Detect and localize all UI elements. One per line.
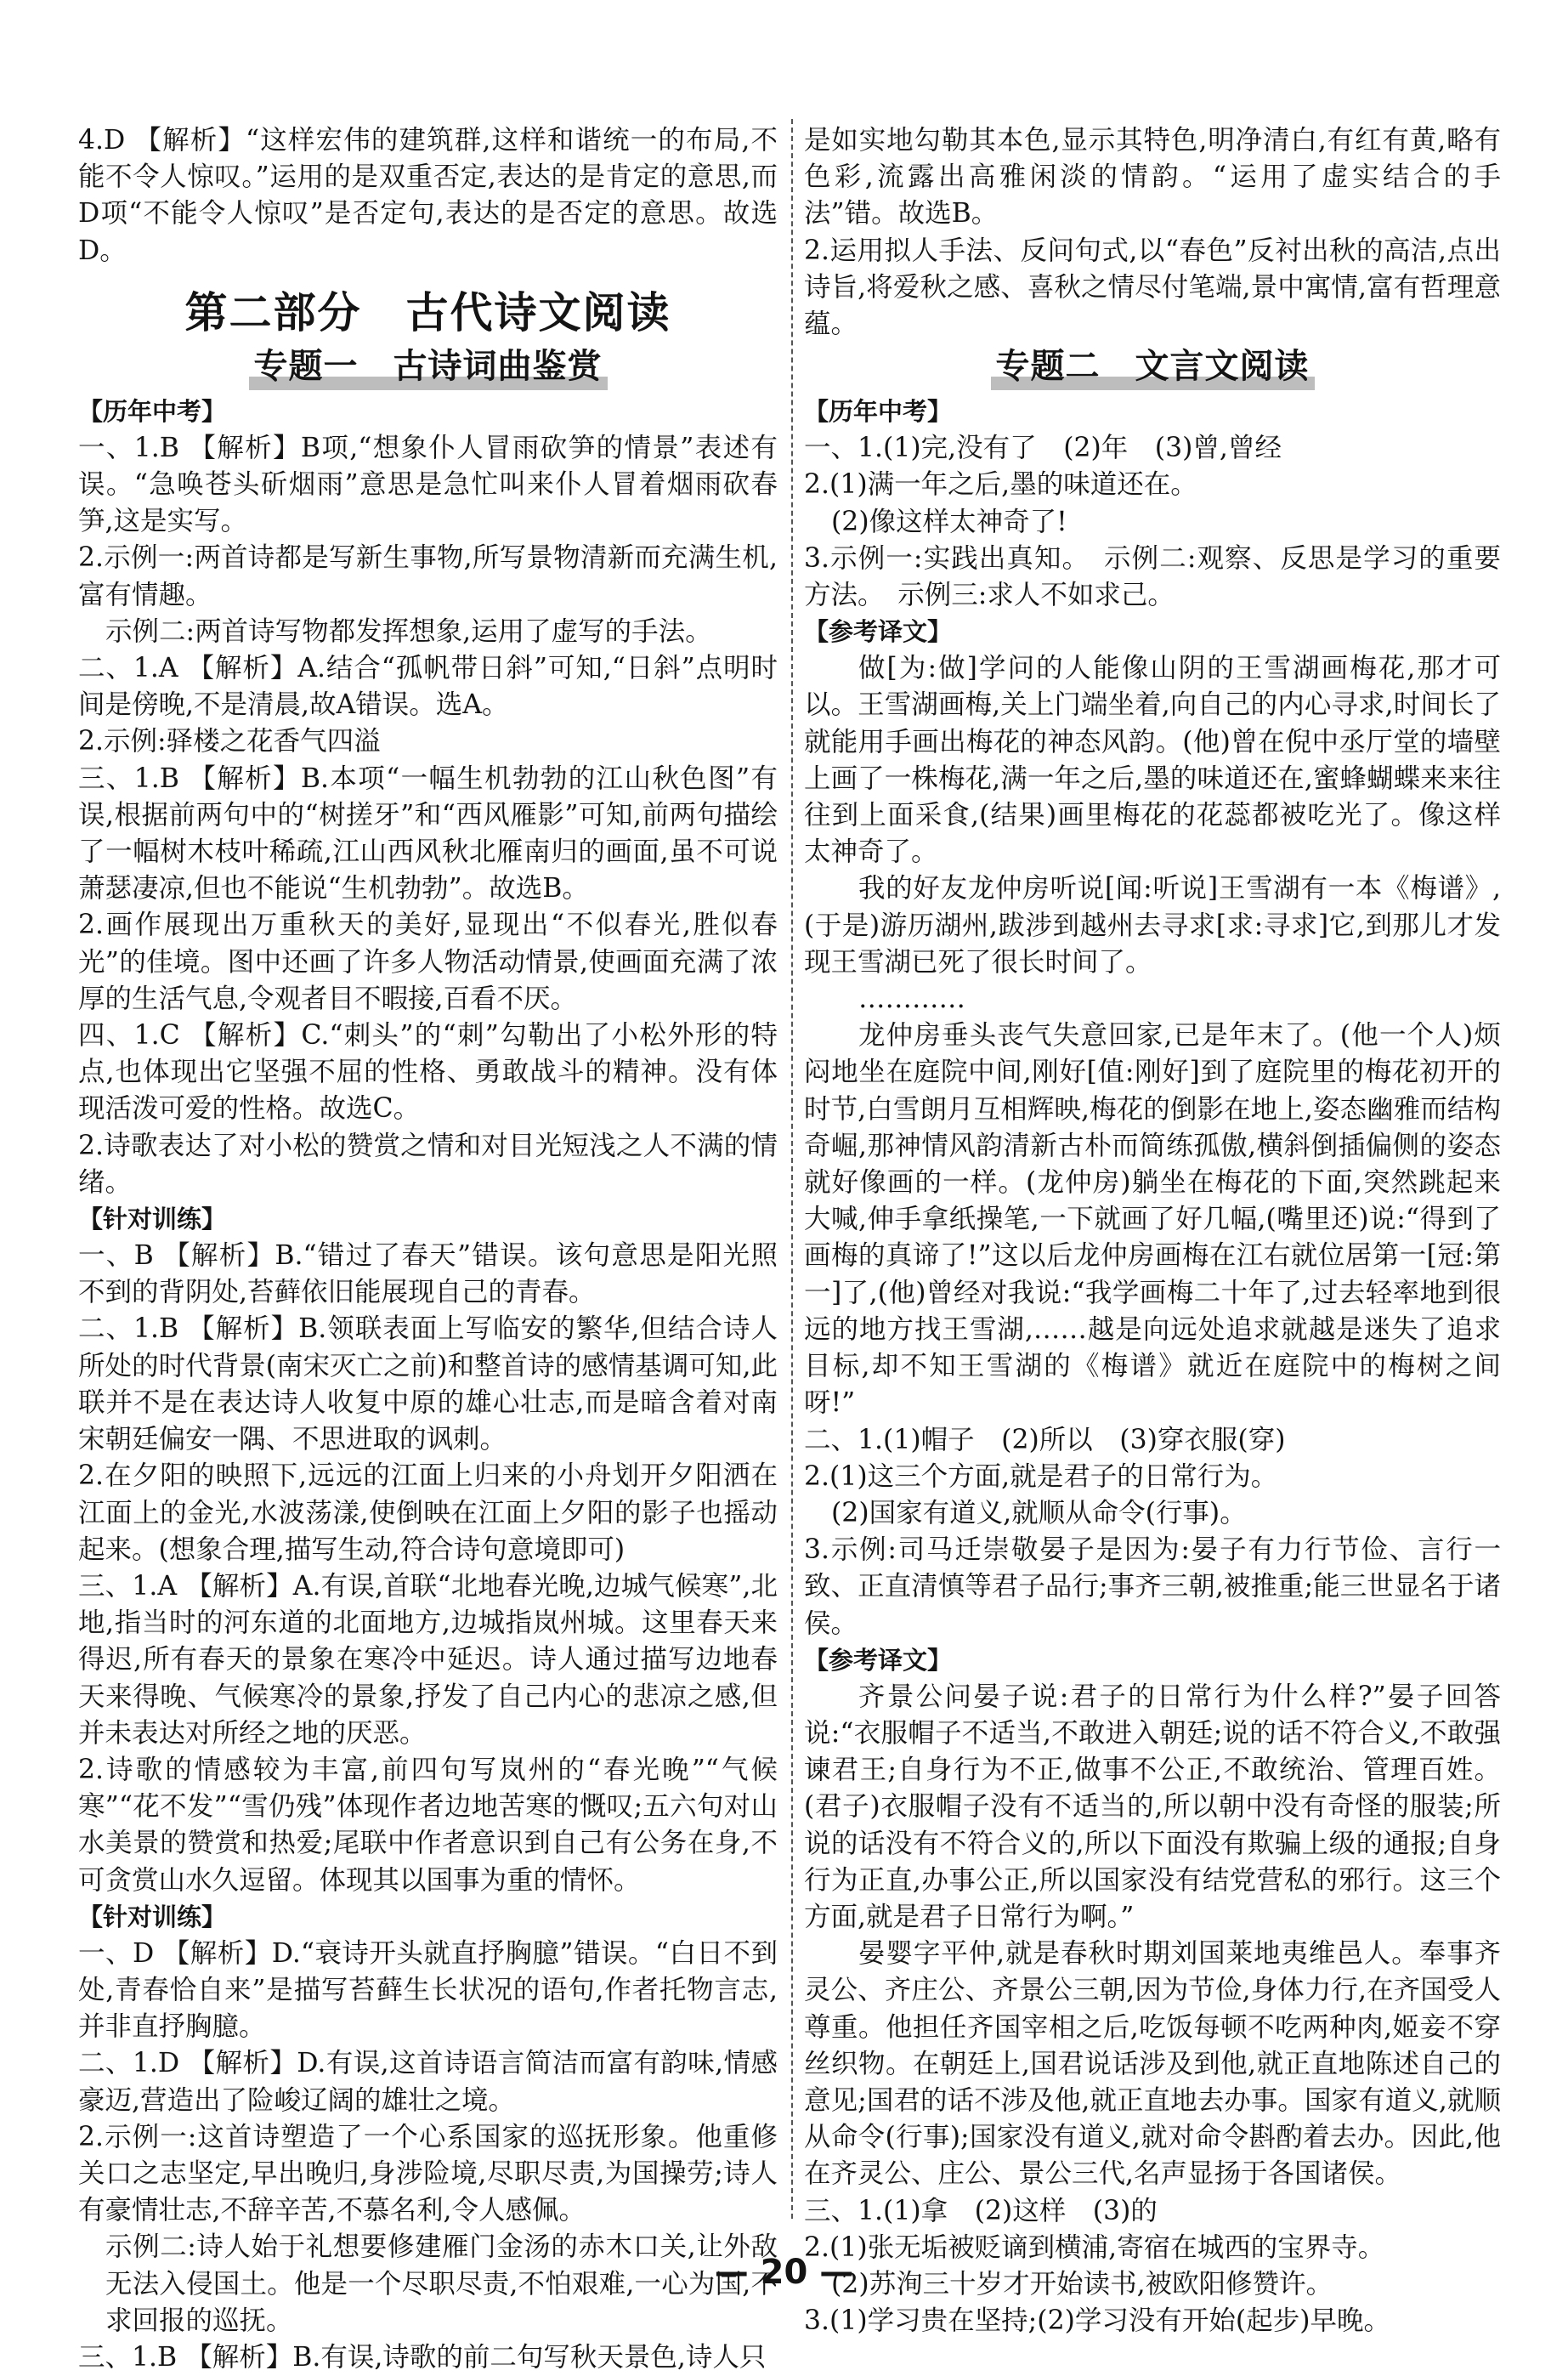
paragraph: 3.示例一:实践出真知。 示例二:观察、反思是学习的重要方法。 示例三:求人不如求己。 [804, 542, 1501, 611]
paragraph: 3.示例:司马迁崇敬晏子是因为:晏子有力行节俭、言行一致、正直清慎等君子品行;事齐三朝,被推重;能三世显名于诸侯。 [804, 1534, 1501, 1639]
paragraph: 示例二:两首诗写物都发挥想象,运用了虚写的手法。 [105, 615, 712, 647]
paragraph: 三、1.(1)拿 (2)这样 (3)的 [804, 2195, 1158, 2226]
paragraph: 晏婴字平仲,就是春秋时期刘国莱地夷维邑人。奉事齐灵公、齐庄公、齐景公三朝,因为节俭,身体力行,在齐国受人尊重。他担任齐国宰相之后,吃饭每顿不吃两种肉,姬妾不穿丝织物。在朝廷上,国君说话涉及到他,就正直地陈述自己的意见;国君的话不涉及他,就正直地去办事。国家有道义,就顺从命令(行事);国家没有道义,就对命令斟酌着去办。因此,他在齐灵公、庄公、景公三代,名声显扬于各国诸侯。 [804, 1938, 1501, 2190]
section-tag: 【参考译文】 [804, 1645, 953, 1675]
paragraph: 2.(1)张无垢被贬谪到横浦,寄宿在城西的宝界寺。 [804, 2231, 1385, 2263]
part-heading: 第二部分 古代诗文阅读 [184, 287, 671, 337]
section-heading-text: 专题一 古诗词曲鉴赏 [249, 344, 608, 390]
column-divider [791, 119, 793, 2219]
paragraph: 二、1.(1)帽子 (2)所以 (3)穿衣服(穿) [804, 1424, 1286, 1455]
paragraph: 三、1.A 【解析】A.有误,首联“北地春光晚,边城气候寒”,北地,指当时的河东道的北面地方,边城指岚州城。这里春天来得迟,所有春天的景象在寒冷中延迟。诗人通过描写边地春天来得晚、气候寒冷的景象,抒发了自己内心的悲凉之感,但并未表达对所经之地的厌恶。 [78, 1570, 778, 1749]
section-tag: 【历年中考】 [804, 397, 953, 427]
paragraph: 4.D 【解析】“这样宏伟的建筑群,这样和谐统一的布局,不能不令人惊叹。”运用的是双重否定,表达的是肯定的意思,而D项“不能令人惊叹”是否定句,表达的是否定的意思。故选D。 [78, 125, 778, 266]
paragraph: 一、D 【解析】D.“衰诗开头就直抒胸臆”错误。“白日不到处,青春恰自来”是描写苔藓生长状况的语句,作者托物言志,并非直抒胸臆。 [78, 1937, 778, 2043]
paragraph: 2.在夕阳的映照下,远远的江面上归来的小舟划开夕阳洒在江面上的金光,水波荡漾,使倒映在江面上夕阳的影子也摇动起来。(想象合理,描写生动,符合诗句意境即可) [78, 1460, 778, 1565]
paragraph: (2)苏洵三十岁才开始读书,被欧阳修赞许。 [831, 2268, 1333, 2299]
paragraph: 示例二:诗人始于礼想要修建雁门金汤的赤木口关,让外敌无法入侵国土。他是一个尽职尽责,不怕艰难,一心为国,不求回报的巡抚。 [105, 2231, 778, 2336]
paragraph: (2)国家有道义,就顺从命令(行事)。 [831, 1497, 1247, 1528]
paragraph: 二、1.D 【解析】D.有误,这首诗语言简洁而富有韵味,情感豪迈,营造出了险峻辽阔的雄壮之境。 [78, 2048, 778, 2116]
section-tag: 【参考译文】 [804, 617, 953, 647]
paragraph: ………… [858, 984, 965, 1015]
paragraph: 2.示例:驿楼之花香气四溢 [78, 726, 381, 757]
paragraph: 三、1.B 【解析】B.本项“一幅生机勃勃的江山秋色图”有误,根据前两句中的“树搓牙”和“西风雁影”可知,前两句描绘了一幅树木枝叶稀疏,江山西风秋北雁南归的画面,虽不可说萧瑟凄凉,但也不能说“生机勃勃”。故选B。 [78, 763, 778, 904]
paragraph: 一、B 【解析】B.“错过了春天”错误。该句意思是阳光照不到的背阴处,苔藓依旧能展现自己的青春。 [78, 1240, 778, 1308]
paragraph: 是如实地勾勒其本色,显示其特色,明净清白,有红有黄,略有色彩,流露出高雅闲淡的情韵。“运用了虚实结合的手法”错。故选B。 [804, 125, 1501, 230]
section-tag: 【针对训练】 [78, 1205, 227, 1234]
section-tag: 【针对训练】 [78, 1902, 227, 1931]
paragraph: 龙仲房垂头丧气失意回家,已是年末了。(他一个人)烦闷地坐在庭院中间,刚好[值:刚好]到了庭院里的梅花初开的时节,白雪朗月互相辉映,梅花的倒影在地上,姿态幽雅而结构奇崛,那神情风韵清新古朴而简练孤傲,横斜倒插偏侧的姿态就好像画的一样。(龙仲房)躺坐在梅花的下面,突然跳起来大喊,伸手拿纸操笔,一下就画了好几幅,(嘴里还)说:“得到了画梅的真谛了!”这以后龙仲房画梅在江右就位居第一[冠:第一]了,(他)曾经对我说:“我学画梅二十年了,过去轻率地到很远的地方找王雪湖,……越是向远处追求就越是迷失了追求目标,却不知王雪湖的《梅谱》就近在庭院中的梅树之间呀!” [804, 1020, 1501, 1419]
page-number: — 20 — [714, 2253, 854, 2292]
section-heading [804, 344, 1501, 390]
section-heading-text: 专题二 文言文阅读 [991, 344, 1315, 390]
paragraph: 做[为:做]学问的人能像山阴的王雪湖画梅花,那才可以。王雪湖画梅,关上门端坐着,向自己的内心寻求,时间长了就能用手画出梅花的神态风韵。(他)曾在倪中丞厅堂的墙壁上画了一株梅花,满一年之后,墨的味道还在,蜜蜂蝴蝶来来往往到上面采食,(结果)画里梅花的花蕊都被吃光了。像这样太神奇了。 [804, 653, 1501, 868]
left-column [78, 122, 778, 2376]
right-column [804, 122, 1501, 2339]
section-heading [78, 344, 778, 390]
paragraph: 2.诗歌的情感较为丰富,前四句写岚州的“春光晚”“气候寒”“花不发”“雪仍残”体现作者边地苦寒的慨叹;五六句对山水美景的赞赏和热爱;尾联中作者意识到自己有公务在身,不可贪赏山水久逗留。体现其以国事为重的情怀。 [78, 1754, 778, 1896]
paragraph: (2)像这样太神奇了! [831, 506, 1067, 537]
section-tag: 【历年中考】 [78, 396, 227, 426]
paragraph: 一、1.B 【解析】B项,“想象仆人冒雨砍笋的情景”表述有误。“急唤苍头斫烟雨”意思是急忙叫来仆人冒着烟雨砍春笋,这是实写。 [78, 432, 778, 537]
paragraph: 我的好友龙仲房听说[闻:听说]王雪湖有一本《梅谱》,(于是)游历湖州,跋涉到越州去寻求[求:寻求]它,到那儿才发现王雪湖已死了很长时间了。 [804, 873, 1501, 978]
paragraph: 2.运用拟人手法、反问句式,以“春色”反衬出秋的高洁,点出诗旨,将爱秋之感、喜秋之情尽付笔端,景中寓情,富有哲理意蕴。 [804, 235, 1501, 340]
paragraph: 一、1.(1)完,没有了 (2)年 (3)曾,曾经 [804, 433, 1282, 464]
paragraph: 2.(1)满一年之后,墨的味道还在。 [804, 469, 1197, 501]
paragraph: 二、1.B 【解析】B.领联表面上写临安的繁华,但结合诗人所处的时代背景(南宋灭亡之前)和整首诗的感情基调可知,此联并不是在表达诗人收复中原的雄心壮志,而是暗含着对南宋朝廷偏安一隅、不思进取的讽刺。 [78, 1313, 778, 1455]
paragraph: 四、1.C 【解析】C.“刺头”的“刺”勾勒出了小松外形的特点,也体现出它坚强不屈的性格、勇敢战斗的精神。没有体现活泼可爱的性格。故选C。 [78, 1020, 778, 1125]
paragraph: 二、1.A 【解析】A.结合“孤帆带日斜”可知,“日斜”点明时间是傍晚,不是清晨,故A错误。选A。 [78, 653, 778, 721]
paragraph: 齐景公问晏子说:君子的日常行为什么样?”晏子回答说:“衣服帽子不适当,不敢进入朝廷;说的话不符合义,不敢强谏君王;自身行为不正,做事不公正,不敢统治、管理百姓。(君子)衣服帽子没有不适当的,所以朝中没有奇怪的服装;所说的话没有不符合义的,所以下面没有欺骗上级的通报;自身行为正直,办事公正,所以国家没有结党营私的邪行。这三个方面,就是君子日常行为啊。” [804, 1681, 1501, 1932]
paragraph: 2.(1)这三个方面,就是君子的日常行为。 [804, 1460, 1278, 1492]
paragraph: 2.示例一:两首诗都是写新生事物,所写景物清新而充满生机,富有情趣。 [78, 542, 778, 610]
paragraph: 三、1.B 【解析】B.有误,诗歌的前二句写秋天景色,诗人只 [78, 2341, 767, 2373]
paragraph: 2.画作展现出万重秋天的美好,显现出“不似春光,胜似春光”的佳境。图中还画了许多人物活动情景,使画面充满了浓厚的生活气息,令观者目不暇接,百看不厌。 [78, 910, 778, 1014]
paragraph: 2.示例一:这首诗塑造了一个心系国家的巡抚形象。他重修关口之志坚定,早出晚归,身涉险境,尽职尽责,为国操劳;诗人有豪情壮志,不辞辛苦,不慕名利,令人感佩。 [78, 2121, 778, 2226]
paragraph: 3.(1)学习贵在坚持;(2)学习没有开始(起步)早晚。 [804, 2305, 1390, 2337]
paragraph: 2.诗歌表达了对小松的赞赏之情和对目光短浅之人不满的情绪。 [78, 1130, 778, 1198]
